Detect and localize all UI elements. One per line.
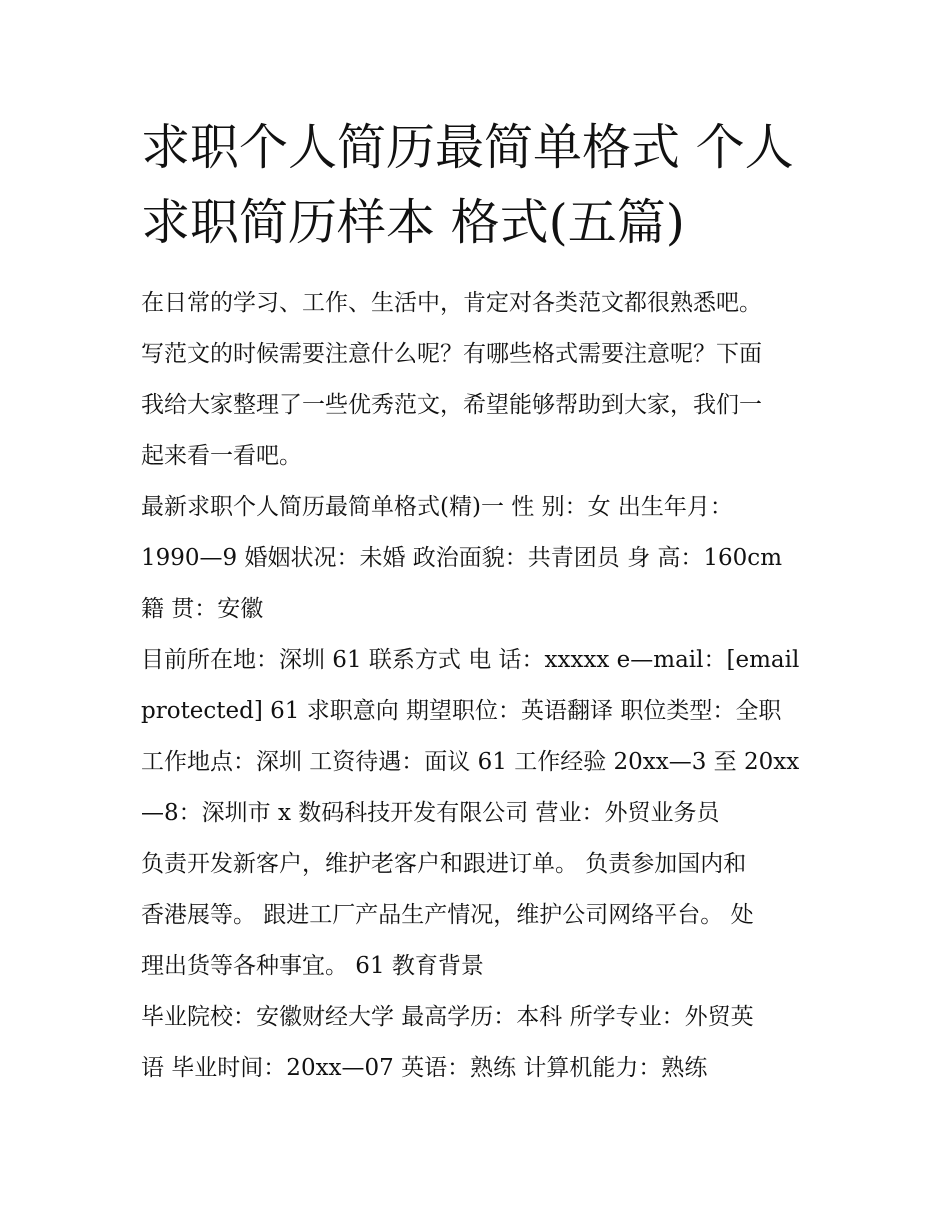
text-line: 语 毕业时间：20xx—07 英语：熟练 计算机能力：熟练 [141,1055,708,1081]
text-line: 我给大家整理了一些优秀范文，希望能够帮助到大家，我们一 [141,392,762,418]
text-line: 起来看一看吧。 [141,443,302,469]
text-line: protected] 61 求职意向 期望职位：英语翻译 职位类型：全职 [141,698,782,724]
text-line: 写范文的时候需要注意什么呢？有哪些格式需要注意呢？下面 [141,341,762,367]
text-line: 目前所在地：深圳 61 联系方式 电 话：xxxxx e—mail：[email [141,647,800,673]
duties-paragraph [141,839,813,992]
title-line: 求职个人简历最简单格式 个人 [141,119,794,176]
text-line: 毕业院校：安徽财经大学 最高学历：本科 所学专业：外贸英 [141,1004,754,1030]
education-paragraph [141,992,813,1094]
text-line: 理出货等各种事宜。 61 教育背景 [141,953,484,979]
text-line: —8：深圳市 x 数码科技开发有限公司 营业：外贸业务员 [141,800,720,826]
document-title [141,110,813,260]
text-line: 在日常的学习、工作、生活中，肯定对各类范文都很熟悉吧。 [141,290,762,316]
text-line: 负责开发新客户，维护老客户和跟进订单。 负责参加国内和 [141,851,747,877]
text-line: 最新求职个人简历最简单格式(精)一 性 别：女 出生年月： [141,494,733,520]
contact-job-paragraph [141,635,813,839]
personal-info-paragraph [141,482,813,635]
text-line: 工作地点：深圳 工资待遇：面议 61 工作经验 20xx—3 至 20xx [141,749,800,775]
title-line: 求职简历样本 格式(五篇) [141,194,685,251]
text-line: 籍 贯：安徽 [141,596,264,622]
text-line: 香港展等。 跟进工厂产品生产情况，维护公司网络平台。 处 [141,902,754,928]
document-body [141,110,813,1094]
text-line: 1990—9 婚姻状况：未婚 政治面貌：共青团员 身 高：160cm [141,545,783,571]
intro-paragraph [141,278,813,482]
